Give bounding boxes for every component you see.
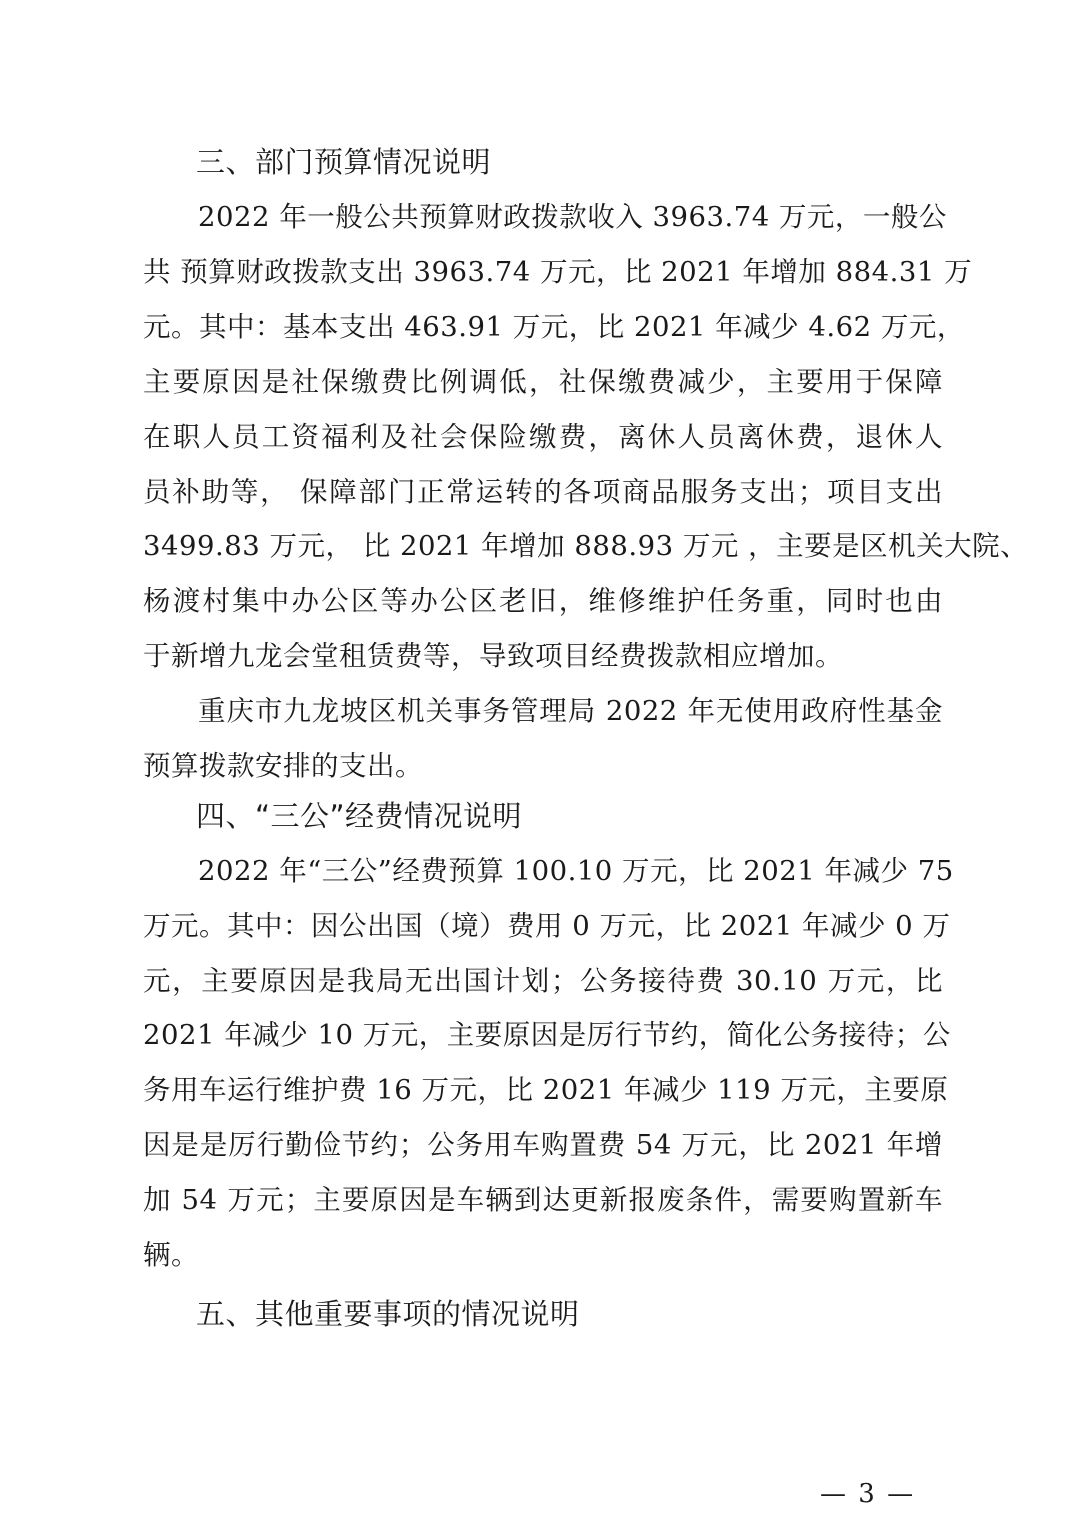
paragraph-line: 2021 年减少 10 万元，主要原因是厉行节约，简化公务接待；公 xyxy=(143,1019,951,1051)
paragraph-line: 预算拨款安排的支出。 xyxy=(143,750,423,782)
paragraph-line: 于新增九龙会堂租赁费等，导致项目经费拨款相应增加。 xyxy=(143,640,843,672)
section-heading-other-matters: 五、其他重要事项的情况说明 xyxy=(196,1297,580,1331)
paragraph-line: 在职人员工资福利及社会保险缴费，离休人员离休费，退休人 xyxy=(143,421,943,453)
paragraph-line: 辆。 xyxy=(143,1239,199,1271)
paragraph-line: 重庆市九龙坡区机关事务管理局 2022 年无使用政府性基金 xyxy=(198,695,943,727)
paragraph-line: 员补助等， 保障部门正常运转的各项商品服务支出；项目支出 xyxy=(143,476,943,508)
paragraph-line: 杨渡村集中办公区等办公区老旧，维修维护任务重，同时也由 xyxy=(143,585,943,617)
paragraph-line: 务用车运行维护费 16 万元，比 2021 年减少 119 万元，主要原 xyxy=(143,1074,949,1106)
page-number: — 3 — xyxy=(820,1479,916,1509)
paragraph-line: 2022 年“三公”经费预算 100.10 万元，比 2021 年减少 75 xyxy=(198,855,954,887)
paragraph-line: 共 预算财政拨款支出 3963.74 万元，比 2021 年增加 884.31 万 xyxy=(143,256,973,288)
paragraph-line: 加 54 万元；主要原因是车辆到达更新报废条件，需要购置新车 xyxy=(143,1184,943,1216)
section-heading-budget: 三、部门预算情况说明 xyxy=(196,145,492,179)
paragraph-line: 万元。其中：因公出国（境）费用 0 万元，比 2021 年减少 0 万 xyxy=(143,910,951,942)
paragraph-line: 元，主要原因是我局无出国计划；公务接待费 30.10 万元，比 xyxy=(143,965,943,997)
paragraph-line: 元。其中：基本支出 463.91 万元，比 2021 年减少 4.62 万元， xyxy=(143,311,965,343)
section-heading-three-public-expenses: 四、“三公”经费情况说明 xyxy=(196,799,523,833)
paragraph-line: 3499.83 万元， 比 2021 年增加 888.93 万元 ，主要是区机关大院、 xyxy=(143,530,1029,562)
paragraph-line: 因是是厉行勤俭节约；公务用车购置费 54 万元，比 2021 年增 xyxy=(143,1129,943,1161)
paragraph-line: 2022 年一般公共预算财政拨款收入 3963.74 万元，一般公 xyxy=(198,201,947,233)
paragraph-line: 主要原因是社保缴费比例调低，社保缴费减少，主要用于保障 xyxy=(143,366,943,398)
